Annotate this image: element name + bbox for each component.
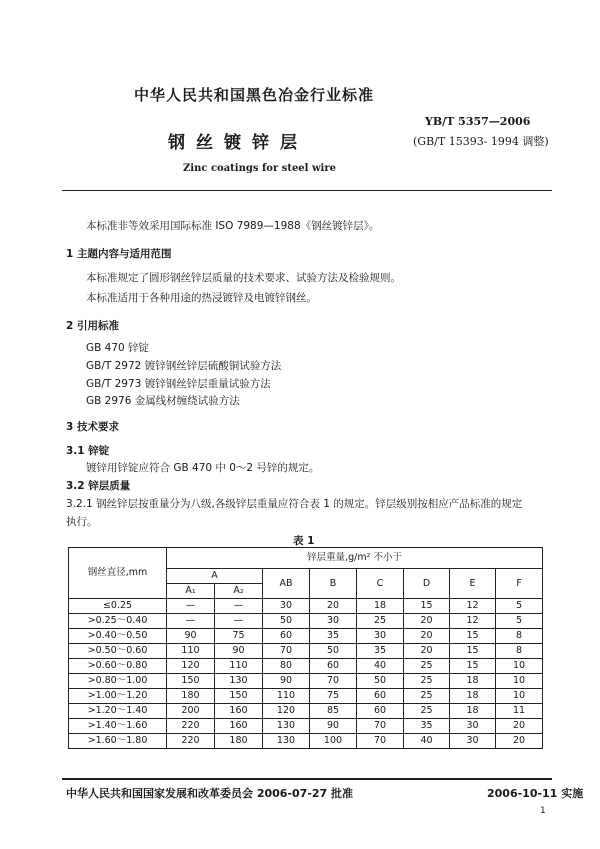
section-1-line: 本标准适用于各种用途的热浸镀锌及电镀锌钢丝。 [86, 292, 317, 304]
approval-line: 中华人民共和国国家发展和改革委员会 2006-07-27 批准 [66, 787, 354, 800]
table-row [69, 674, 543, 689]
weight-cell: 12 [450, 614, 496, 629]
weight-cell: 80 [263, 659, 310, 674]
weight-cell: 150 [167, 674, 215, 689]
footer-divider [62, 778, 552, 780]
weight-cell: 11 [496, 704, 543, 719]
diameter-cell: >1.20～1.40 [69, 704, 167, 719]
weight-cell: 180 [215, 734, 263, 749]
table-row [69, 659, 543, 674]
weight-cell: 60 [310, 659, 357, 674]
weight-cell: 35 [357, 644, 404, 659]
table-row [69, 719, 543, 734]
weight-cell: 60 [357, 689, 404, 704]
weight-cell: — [167, 599, 215, 614]
weight-cell: 100 [310, 734, 357, 749]
weight-cell: 20 [496, 734, 543, 749]
weight-cell: 18 [450, 689, 496, 704]
weight-cell: 50 [357, 674, 404, 689]
weight-cell: 8 [496, 629, 543, 644]
table-row [69, 644, 543, 659]
document-title: 钢丝镀锌层 [168, 133, 308, 153]
weight-cell: 150 [215, 689, 263, 704]
weight-cell: 120 [263, 704, 310, 719]
weight-cell: 70 [357, 734, 404, 749]
diameter-cell: ≤0.25 [69, 599, 167, 614]
section-1-line: 本标准规定了圆形钢丝锌层质量的技术要求、试验方法及检验规则。 [86, 272, 401, 284]
weight-cell: 18 [357, 599, 404, 614]
table-title: 表 1 [293, 535, 315, 547]
intro-text: 本标准非等效采用国际标准 ISO 7989—1988《钢丝镀锌层》。 [86, 220, 380, 232]
weight-cell: 110 [215, 659, 263, 674]
diameter-header: 钢丝直径,mm [69, 548, 167, 599]
weight-cell: 110 [263, 689, 310, 704]
weight-cell: 75 [215, 629, 263, 644]
diameter-cell: >0.40～0.50 [69, 629, 167, 644]
weight-cell: 15 [450, 644, 496, 659]
weight-cell: 35 [310, 629, 357, 644]
weight-cell: 20 [310, 599, 357, 614]
grade-header: B [310, 569, 357, 599]
reference-item: GB 2976 金属线材缠绕试验方法 [86, 395, 240, 407]
weight-cell: 160 [215, 704, 263, 719]
weight-cell: 40 [357, 659, 404, 674]
weight-cell: 130 [215, 674, 263, 689]
diameter-cell: >0.80～1.00 [69, 674, 167, 689]
weight-cell: 85 [310, 704, 357, 719]
weight-cell: 40 [404, 734, 450, 749]
weight-cell: 30 [450, 734, 496, 749]
diameter-cell: >1.60～1.80 [69, 734, 167, 749]
grade-header: AB [263, 569, 310, 599]
weight-cell: 10 [496, 659, 543, 674]
section-3-2-1-text: 3.2.1 钢丝锌层按重量分为八级,各级锌层重量应符合表 1 的规定。锌层级别按相应产品标准的规定 [66, 498, 523, 510]
implementation-date: 2006-10-11 实施 [487, 787, 584, 800]
table-row [69, 614, 543, 629]
weight-cell: 20 [404, 629, 450, 644]
reference-item: GB 470 锌锭 [86, 342, 150, 354]
weight-cell: 90 [167, 629, 215, 644]
section-3-heading: 3 技术要求 [66, 421, 119, 433]
weight-cell: 20 [404, 644, 450, 659]
weight-cell: 18 [450, 704, 496, 719]
section-3-2-1-text-cont: 执行。 [66, 516, 98, 528]
weight-cell: 5 [496, 599, 543, 614]
section-3-1-text: 镀锌用锌锭应符合 GB 470 中 0～2 号锌的规定。 [86, 462, 320, 474]
weight-cell: — [215, 599, 263, 614]
weight-cell: 10 [496, 689, 543, 704]
grade-a-header: A [167, 569, 263, 584]
weight-cell: 25 [404, 659, 450, 674]
weight-cell: 18 [450, 674, 496, 689]
zinc-weight-table [68, 547, 542, 749]
weight-cell: 25 [357, 614, 404, 629]
grade-header: D [404, 569, 450, 599]
weight-cell: 75 [310, 689, 357, 704]
weight-header: 锌层重量,g/m² 不小于 [167, 548, 543, 569]
weight-cell: 30 [310, 614, 357, 629]
weight-cell: 160 [215, 719, 263, 734]
weight-cell: 130 [263, 734, 310, 749]
industry-title: 中华人民共和国黑色冶金行业标准 [134, 86, 375, 104]
section-3-1-heading: 3.1 锌锭 [66, 445, 110, 457]
weight-cell: 220 [167, 719, 215, 734]
header-divider [62, 190, 552, 191]
weight-cell: 25 [404, 704, 450, 719]
diameter-cell: >0.50～0.60 [69, 644, 167, 659]
reference-item: GB/T 2972 镀锌钢丝锌层硫酸铜试验方法 [86, 360, 282, 372]
weight-cell: 20 [404, 614, 450, 629]
weight-cell: 120 [167, 659, 215, 674]
weight-cell: 8 [496, 644, 543, 659]
table-row [69, 734, 543, 749]
grade-header: E [450, 569, 496, 599]
weight-cell: 70 [310, 674, 357, 689]
grade-header: C [357, 569, 404, 599]
weight-cell: 30 [263, 599, 310, 614]
weight-cell: 130 [263, 719, 310, 734]
weight-cell: 15 [450, 629, 496, 644]
weight-cell: 35 [404, 719, 450, 734]
weight-cell: 70 [263, 644, 310, 659]
section-3-2-heading: 3.2 锌层质量 [66, 480, 131, 492]
weight-cell: 50 [310, 644, 357, 659]
weight-cell: 20 [496, 719, 543, 734]
grade-a1-header: A₁ [167, 584, 215, 599]
weight-cell: 60 [357, 704, 404, 719]
weight-cell: 30 [450, 719, 496, 734]
reference-item: GB/T 2973 镀锌钢丝锌层重量试验方法 [86, 378, 271, 390]
weight-cell: 50 [263, 614, 310, 629]
diameter-cell: >0.25～0.40 [69, 614, 167, 629]
diameter-cell: >1.00～1.20 [69, 689, 167, 704]
table-row [69, 704, 543, 719]
weight-cell: 200 [167, 704, 215, 719]
weight-cell: — [167, 614, 215, 629]
section-1-heading: 1 主题内容与适用范围 [66, 248, 172, 260]
document-title-english: Zinc coatings for steel wire [183, 163, 336, 174]
weight-cell: 25 [404, 689, 450, 704]
weight-cell: 180 [167, 689, 215, 704]
page-number: 1 [540, 806, 546, 816]
diameter-cell: >1.40～1.60 [69, 719, 167, 734]
weight-cell: 90 [215, 644, 263, 659]
weight-cell: 10 [496, 674, 543, 689]
weight-cell: 90 [310, 719, 357, 734]
weight-cell: 110 [167, 644, 215, 659]
table-row [69, 629, 543, 644]
weight-cell: 12 [450, 599, 496, 614]
standard-code: YB/T 5357—2006 [425, 115, 531, 128]
weight-cell: 60 [263, 629, 310, 644]
grade-header: F [496, 569, 543, 599]
table-row [69, 689, 543, 704]
standard-adjustment: (GB/T 15393- 1994 调整) [413, 135, 549, 148]
section-2-heading: 2 引用标准 [66, 320, 119, 332]
weight-cell: — [215, 614, 263, 629]
weight-cell: 30 [357, 629, 404, 644]
weight-cell: 15 [450, 659, 496, 674]
weight-cell: 70 [357, 719, 404, 734]
table-row [69, 599, 543, 614]
weight-cell: 15 [404, 599, 450, 614]
diameter-cell: >0.60～0.80 [69, 659, 167, 674]
weight-cell: 90 [263, 674, 310, 689]
grade-a2-header: A₂ [215, 584, 263, 599]
weight-cell: 5 [496, 614, 543, 629]
weight-cell: 220 [167, 734, 215, 749]
weight-cell: 25 [404, 674, 450, 689]
table-body [69, 599, 543, 749]
